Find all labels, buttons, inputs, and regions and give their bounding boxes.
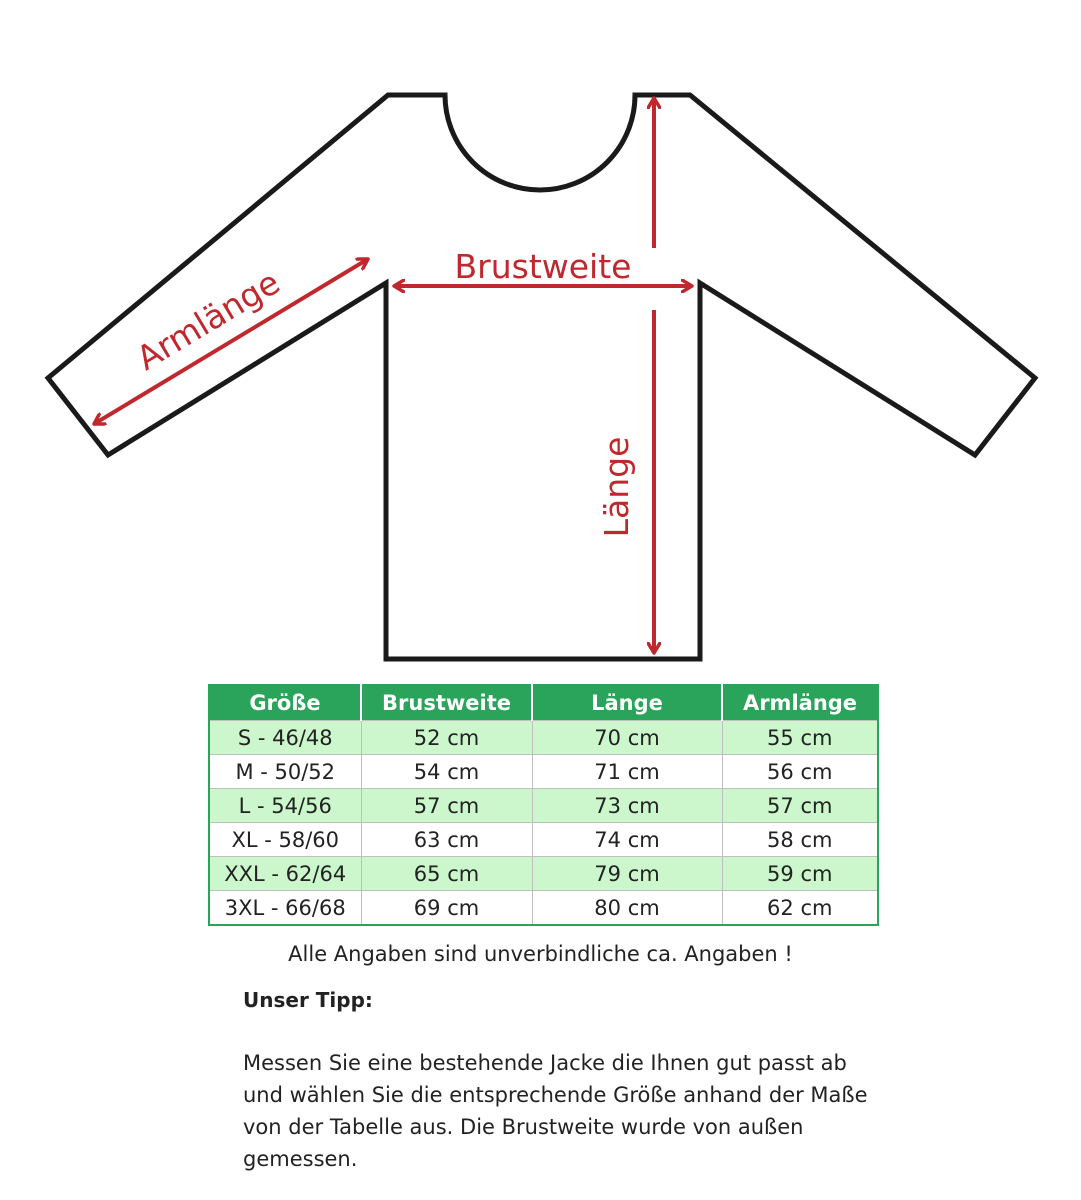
table-cell: 73 cm	[532, 789, 722, 823]
tip-heading: Unser Tipp:	[243, 988, 373, 1012]
table-row	[209, 755, 878, 789]
tip-line: Messen Sie eine bestehende Jacke die Ihnen gut passt ab	[243, 1051, 847, 1075]
table-cell: 58 cm	[722, 823, 878, 857]
table-cell: 55 cm	[722, 721, 878, 755]
tip-line: von der Tabelle aus. Die Brustweite wurde von außen	[243, 1115, 804, 1139]
brustweite-label: Brustweite	[454, 247, 632, 286]
table-cell: 56 cm	[722, 755, 878, 789]
table-cell: 80 cm	[532, 891, 722, 926]
tip-line: und wählen Sie die entsprechende Größe anhand der Maße	[243, 1083, 868, 1107]
header-brustweite: Brustweite	[361, 685, 532, 721]
header-groesse: Größe	[209, 685, 361, 721]
table-cell: 57 cm	[361, 789, 532, 823]
header-laenge: Länge	[532, 685, 722, 721]
tip-body	[243, 1047, 903, 1175]
table-cell: 52 cm	[361, 721, 532, 755]
size-table	[208, 684, 879, 926]
table-cell: 63 cm	[361, 823, 532, 857]
laenge-label: Länge	[597, 436, 636, 538]
table-row	[209, 891, 878, 926]
table-cell: XL - 58/60	[209, 823, 361, 857]
jacket-outline	[48, 95, 1035, 659]
table-cell: 69 cm	[361, 891, 532, 926]
table-header-row	[209, 685, 878, 721]
table-cell: 71 cm	[532, 755, 722, 789]
tip-line: gemessen.	[243, 1147, 358, 1171]
table-cell: 65 cm	[361, 857, 532, 891]
table-row	[209, 857, 878, 891]
table-cell: 79 cm	[532, 857, 722, 891]
disclaimer-note: Alle Angaben sind unverbindliche ca. Angaben !	[288, 942, 793, 966]
table-cell: XXL - 62/64	[209, 857, 361, 891]
table-row	[209, 789, 878, 823]
table-row	[209, 721, 878, 755]
table-cell: 62 cm	[722, 891, 878, 926]
table-cell: S - 46/48	[209, 721, 361, 755]
table-cell: 59 cm	[722, 857, 878, 891]
table-cell: 74 cm	[532, 823, 722, 857]
table-cell: L - 54/56	[209, 789, 361, 823]
table-cell: 70 cm	[532, 721, 722, 755]
armlaenge-label: Armlänge	[129, 262, 287, 378]
table-cell: M - 50/52	[209, 755, 361, 789]
header-armlaenge: Armlänge	[722, 685, 878, 721]
table-cell: 57 cm	[722, 789, 878, 823]
table-cell: 54 cm	[361, 755, 532, 789]
table-cell: 3XL - 66/68	[209, 891, 361, 926]
table-row	[209, 823, 878, 857]
